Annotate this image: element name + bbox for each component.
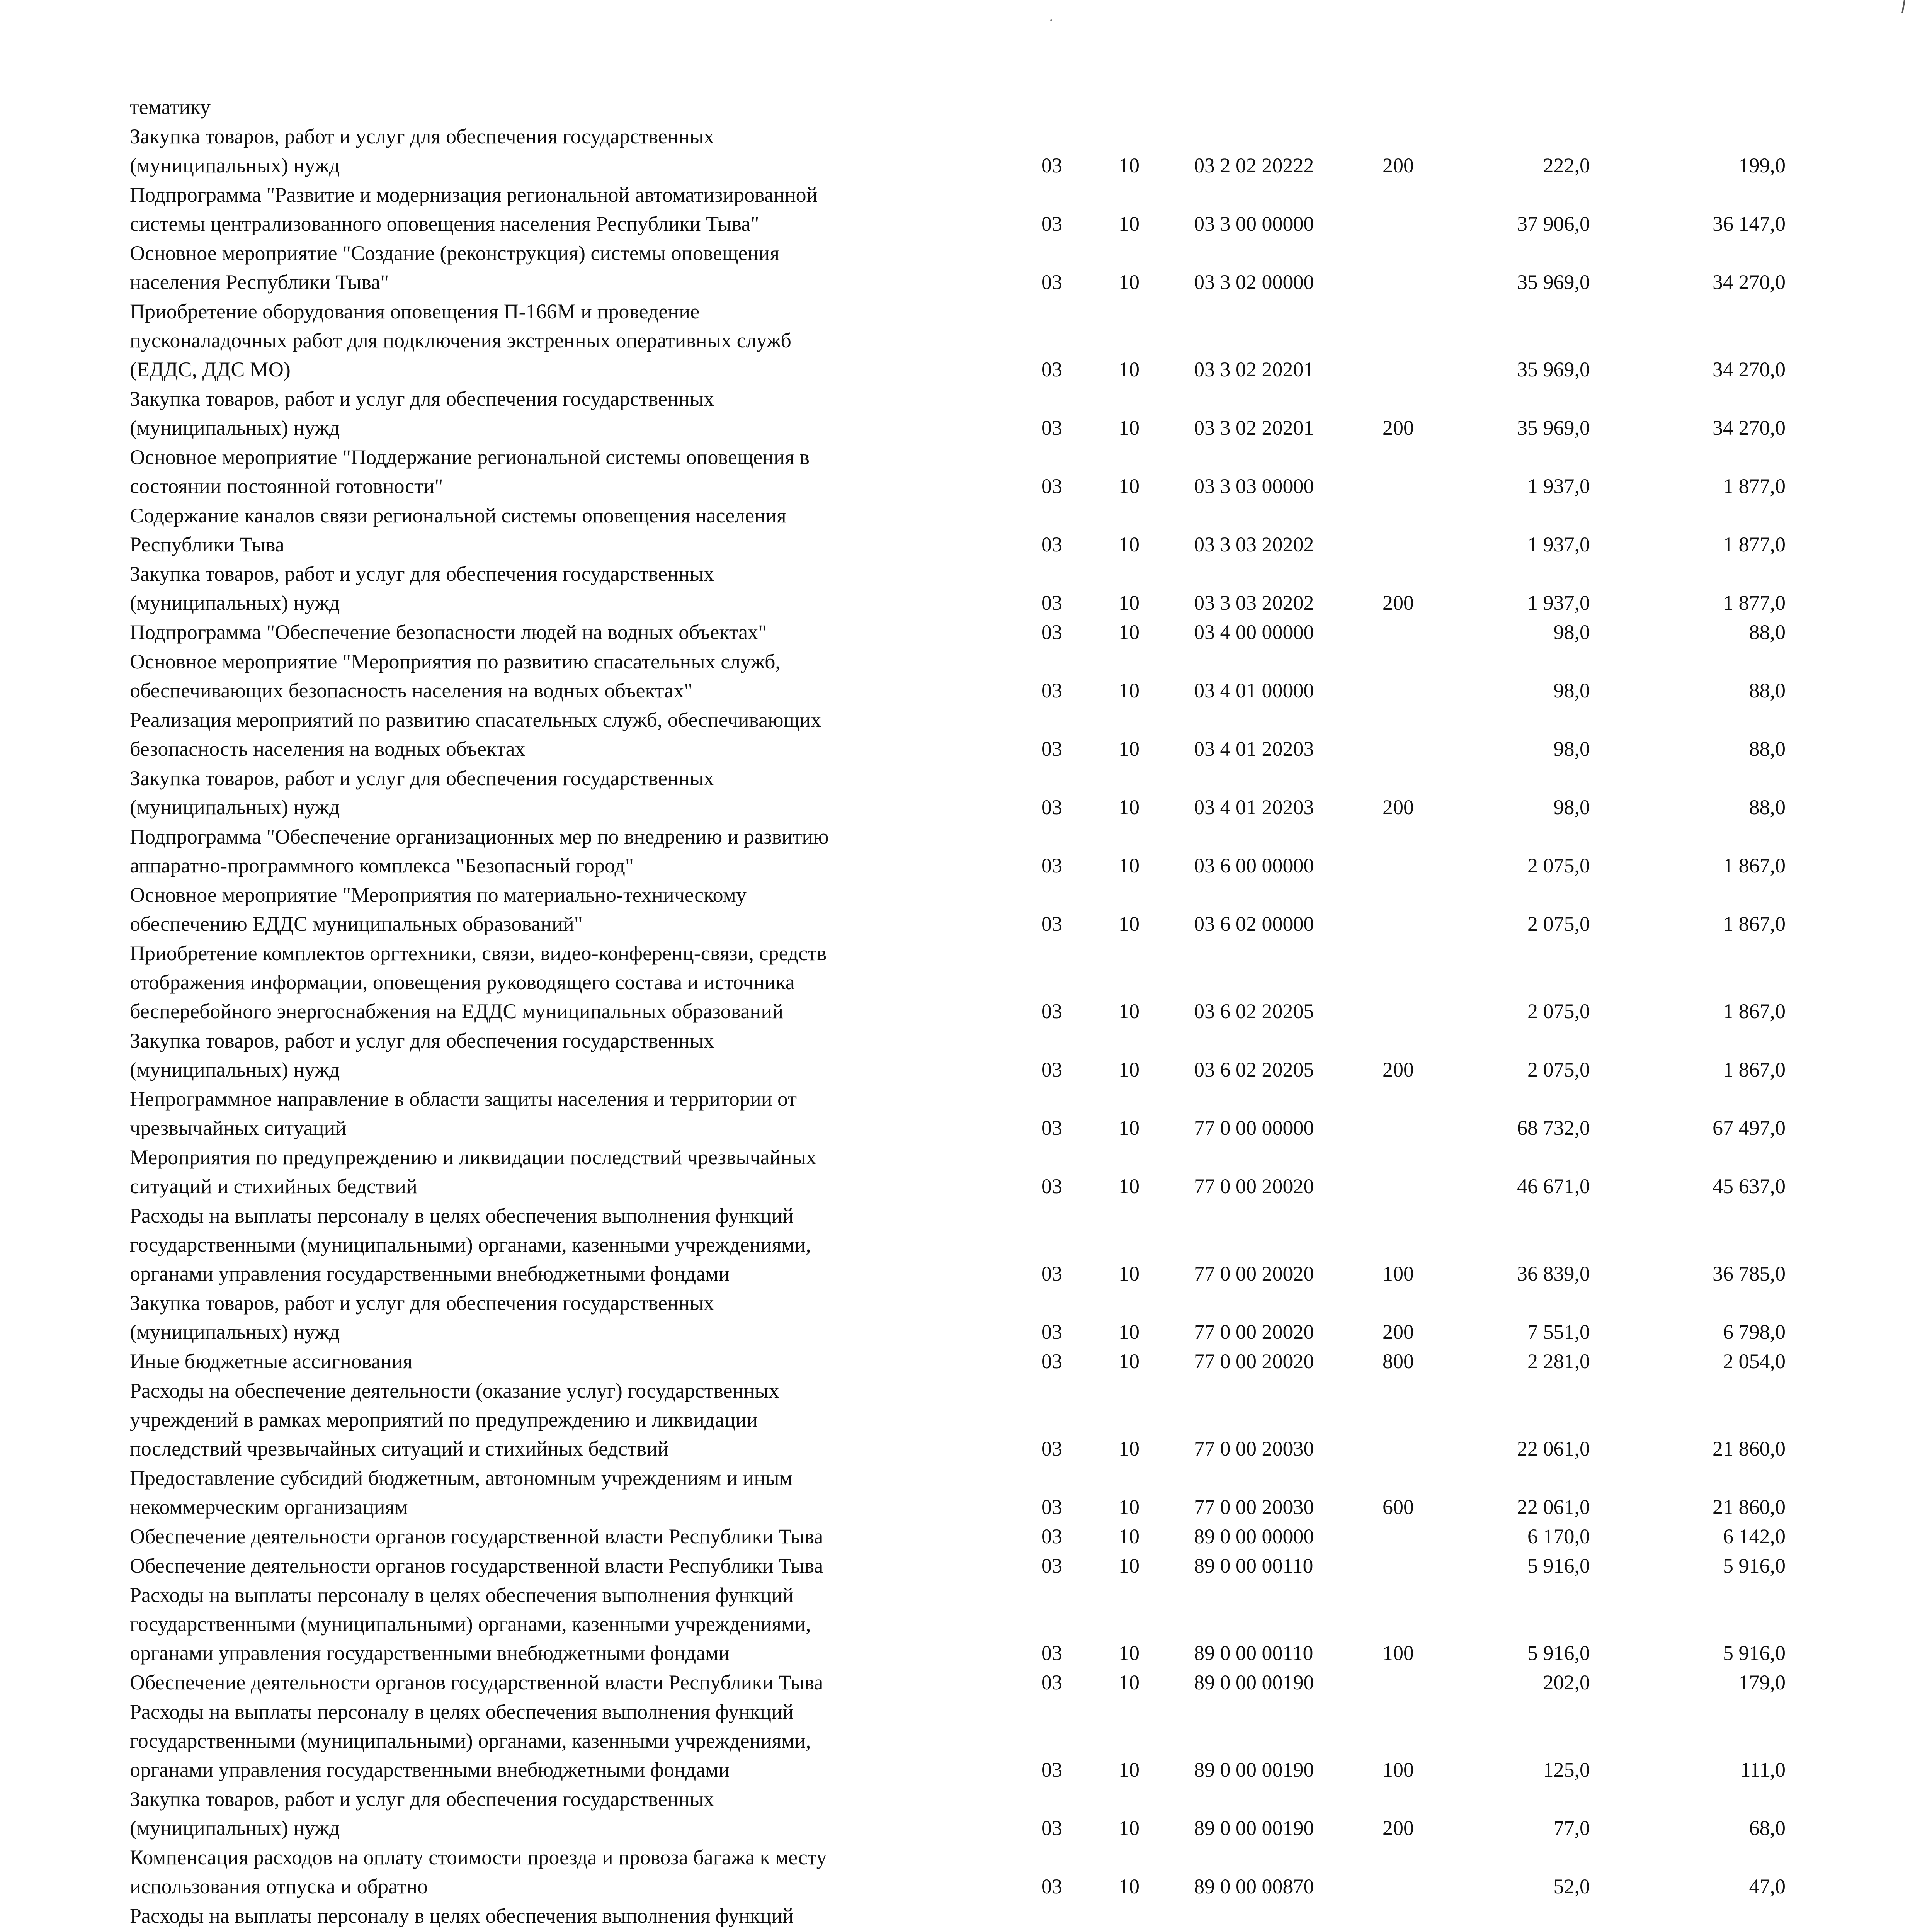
row-name xyxy=(130,1901,811,1932)
amount-actual: 2 054,0 xyxy=(1723,1350,1786,1373)
subsection-code: 10 xyxy=(1119,1671,1139,1694)
table-row xyxy=(0,1697,1915,1784)
table-row xyxy=(0,706,1915,764)
table-row xyxy=(0,1901,1915,1932)
table-row xyxy=(0,1581,1915,1668)
target-article: 03 2 02 20222 xyxy=(1194,154,1314,177)
row-name-line: Расходы на выплаты персоналу в целях обеспечения выполнения функций xyxy=(130,1204,794,1227)
amount-actual: 47,0 xyxy=(1749,1875,1786,1898)
subsection-code: 10 xyxy=(1119,737,1139,760)
subsection-code: 10 xyxy=(1119,679,1139,702)
row-name-line: государственными (муниципальными) органами, казенными учреждениями, xyxy=(130,1612,811,1636)
row-name xyxy=(130,1697,811,1784)
subsection-code: 10 xyxy=(1119,854,1139,877)
row-name-line: Приобретение комплектов оргтехники, связи, видео-конференц-связи, средств xyxy=(130,942,827,965)
target-article: 03 6 02 20205 xyxy=(1194,1058,1314,1081)
subsection-code: 10 xyxy=(1119,1525,1139,1548)
row-name-line: Подпрограмма "Развитие и модернизация региональной автоматизированной xyxy=(130,183,818,206)
row-name xyxy=(130,1551,823,1580)
target-article: 77 0 00 20020 xyxy=(1194,1350,1314,1373)
table-row xyxy=(0,1551,1915,1580)
subsection-code: 10 xyxy=(1119,154,1139,177)
target-article: 89 0 00 00190 xyxy=(1194,1671,1314,1694)
table-row xyxy=(0,239,1915,297)
row-name xyxy=(130,1843,827,1901)
row-name xyxy=(130,1581,811,1668)
amount-plan: 46 671,0 xyxy=(1517,1175,1590,1198)
amount-plan: 98,0 xyxy=(1553,679,1590,702)
subsection-code: 10 xyxy=(1119,358,1139,381)
section-code: 03 xyxy=(1041,1671,1062,1694)
row-name xyxy=(130,1289,714,1347)
section-code: 03 xyxy=(1041,533,1062,556)
row-name xyxy=(130,239,779,297)
subsection-code: 10 xyxy=(1119,1437,1139,1460)
expense-type: 200 xyxy=(1383,1058,1414,1081)
row-name xyxy=(130,1464,793,1522)
table-row xyxy=(0,180,1915,238)
section-code: 03 xyxy=(1041,270,1062,294)
row-name-line: Обеспечение деятельности органов государственной власти Республики Тыва xyxy=(130,1554,823,1577)
amount-plan: 35 969,0 xyxy=(1517,416,1590,439)
target-article: 77 0 00 20020 xyxy=(1194,1175,1314,1198)
table-row xyxy=(0,443,1915,501)
row-name-line: Расходы на выплаты персоналу в целях обеспечения выполнения функций xyxy=(130,1904,794,1927)
row-name xyxy=(130,384,714,442)
amount-plan: 2 281,0 xyxy=(1527,1350,1590,1373)
expense-type: 200 xyxy=(1383,796,1414,819)
subsection-code: 10 xyxy=(1119,533,1139,556)
row-name-line: бесперебойного энергоснабжения на ЕДДС муниципальных образований xyxy=(130,1000,784,1023)
target-article: 03 6 00 00000 xyxy=(1194,854,1314,877)
row-name xyxy=(130,618,767,647)
target-article: 89 0 00 00190 xyxy=(1194,1758,1314,1781)
amount-plan: 22 061,0 xyxy=(1517,1437,1590,1460)
table-row xyxy=(0,1201,1915,1288)
row-name xyxy=(130,93,211,122)
table-row xyxy=(0,1843,1915,1901)
target-article: 03 3 02 20201 xyxy=(1194,358,1314,381)
row-name-line: (ЕДДС, ДДС МО) xyxy=(130,358,291,381)
row-name-line: (муниципальных) нужд xyxy=(130,416,340,439)
amount-actual: 1 877,0 xyxy=(1723,591,1786,614)
row-name-line: Закупка товаров, работ и услуг для обеспечения государственных xyxy=(130,767,714,790)
row-name-line: Приобретение оборудования оповещения П-166М и проведение xyxy=(130,300,700,323)
section-code: 03 xyxy=(1041,1495,1062,1519)
amount-plan: 36 839,0 xyxy=(1517,1262,1590,1285)
amount-plan: 202,0 xyxy=(1543,1671,1590,1694)
row-name-line: состоянии постоянной готовности" xyxy=(130,474,443,498)
expense-type: 100 xyxy=(1383,1262,1414,1285)
row-name-line: обеспечению ЕДДС муниципальных образований" xyxy=(130,912,583,935)
row-name-line: Предоставление субсидий бюджетным, автономным учреждениям и иным xyxy=(130,1466,793,1490)
target-article: 77 0 00 20020 xyxy=(1194,1320,1314,1344)
row-name-line: Обеспечение деятельности органов государственной власти Республики Тыва xyxy=(130,1525,823,1548)
table-row xyxy=(0,122,1915,180)
table-row xyxy=(0,618,1915,647)
amount-actual: 1 867,0 xyxy=(1723,912,1786,935)
row-name-line: системы централизованного оповещения населения Республики Тыва" xyxy=(130,212,759,235)
expense-type: 800 xyxy=(1383,1350,1414,1373)
scan-dot xyxy=(1050,19,1052,21)
row-name-line: (муниципальных) нужд xyxy=(130,1058,340,1081)
subsection-code: 10 xyxy=(1119,1175,1139,1198)
target-article: 03 3 03 20202 xyxy=(1194,591,1314,614)
section-code: 03 xyxy=(1041,212,1062,235)
subsection-code: 10 xyxy=(1119,1262,1139,1285)
amount-actual: 1 877,0 xyxy=(1723,474,1786,498)
table-row xyxy=(0,560,1915,617)
amount-actual: 67 497,0 xyxy=(1713,1116,1786,1139)
section-code: 03 xyxy=(1041,1175,1062,1198)
row-name xyxy=(130,1201,811,1288)
section-code: 03 xyxy=(1041,1437,1062,1460)
expense-type: 200 xyxy=(1383,1816,1414,1840)
section-code: 03 xyxy=(1041,854,1062,877)
table-row xyxy=(0,1289,1915,1347)
amount-actual: 1 877,0 xyxy=(1723,533,1786,556)
amount-plan: 22 061,0 xyxy=(1517,1495,1590,1519)
expense-type: 200 xyxy=(1383,154,1414,177)
table-row xyxy=(0,764,1915,822)
row-name-line: Основное мероприятие "Поддержание региональной системы оповещения в xyxy=(130,446,810,469)
subsection-code: 10 xyxy=(1119,1495,1139,1519)
amount-actual: 1 867,0 xyxy=(1723,854,1786,877)
row-name-line: использования отпуска и обратно xyxy=(130,1875,428,1898)
amount-actual: 199,0 xyxy=(1738,154,1786,177)
amount-actual: 21 860,0 xyxy=(1713,1495,1786,1519)
amount-actual: 36 147,0 xyxy=(1713,212,1786,235)
subsection-code: 10 xyxy=(1119,621,1139,644)
amount-actual: 1 867,0 xyxy=(1723,1000,1786,1023)
amount-actual: 45 637,0 xyxy=(1713,1175,1786,1198)
row-name-line: государственными (муниципальными) органами, казенными учреждениями, xyxy=(130,1233,811,1256)
row-name xyxy=(130,180,818,238)
amount-plan: 98,0 xyxy=(1553,737,1590,760)
section-code: 03 xyxy=(1041,679,1062,702)
row-name-line: государственными (муниципальными) органами, казенными учреждениями, xyxy=(130,1729,811,1752)
target-article: 89 0 00 00870 xyxy=(1194,1875,1314,1898)
row-name xyxy=(130,1347,412,1376)
row-name-line: последствий чрезвычайных ситуаций и стихийных бедствий xyxy=(130,1437,669,1460)
subsection-code: 10 xyxy=(1119,1816,1139,1840)
row-name xyxy=(130,443,810,501)
subsection-code: 10 xyxy=(1119,591,1139,614)
amount-actual: 1 867,0 xyxy=(1723,1058,1786,1081)
amount-actual: 6 142,0 xyxy=(1723,1525,1786,1548)
row-name-line: некоммерческим организациям xyxy=(130,1495,408,1519)
table-row xyxy=(0,1376,1915,1463)
subsection-code: 10 xyxy=(1119,796,1139,819)
target-article: 03 4 00 00000 xyxy=(1194,621,1314,644)
expense-type: 100 xyxy=(1383,1641,1414,1665)
table-row xyxy=(0,1522,1915,1551)
row-name xyxy=(130,764,714,822)
row-name xyxy=(130,501,786,559)
table-row xyxy=(0,384,1915,442)
amount-plan: 1 937,0 xyxy=(1527,591,1590,614)
row-name-line: Расходы на выплаты персоналу в целях обеспечения выполнения функций xyxy=(130,1700,794,1723)
row-name-line: Закупка товаров, работ и услуг для обеспечения государственных xyxy=(130,387,714,410)
expense-type: 200 xyxy=(1383,416,1414,439)
row-name-line: Компенсация расходов на оплату стоимости проезда и провоза багажа к месту xyxy=(130,1846,827,1869)
amount-plan: 5 916,0 xyxy=(1527,1641,1590,1665)
amount-plan: 2 075,0 xyxy=(1527,1058,1590,1081)
amount-plan: 2 075,0 xyxy=(1527,912,1590,935)
expense-type: 200 xyxy=(1383,591,1414,614)
target-article: 77 0 00 00000 xyxy=(1194,1116,1314,1139)
section-code: 03 xyxy=(1041,474,1062,498)
table-row xyxy=(0,1347,1915,1376)
amount-actual: 179,0 xyxy=(1738,1671,1786,1694)
section-code: 03 xyxy=(1041,1350,1062,1373)
section-code: 03 xyxy=(1041,1641,1062,1665)
subsection-code: 10 xyxy=(1119,270,1139,294)
section-code: 03 xyxy=(1041,796,1062,819)
expense-type: 600 xyxy=(1383,1495,1414,1519)
section-code: 03 xyxy=(1041,1000,1062,1023)
subsection-code: 10 xyxy=(1119,474,1139,498)
amount-actual: 88,0 xyxy=(1749,796,1786,819)
row-name-line: Подпрограмма "Обеспечение безопасности людей на водных объектах" xyxy=(130,621,767,644)
target-article: 03 3 02 20201 xyxy=(1194,416,1314,439)
table-row xyxy=(0,1085,1915,1143)
row-name-line: Республики Тыва xyxy=(130,533,284,556)
subsection-code: 10 xyxy=(1119,416,1139,439)
amount-plan: 125,0 xyxy=(1543,1758,1590,1781)
row-name xyxy=(130,1668,823,1697)
section-code: 03 xyxy=(1041,1320,1062,1344)
section-code: 03 xyxy=(1041,737,1062,760)
row-name-line: Обеспечение деятельности органов государственной власти Республики Тыва xyxy=(130,1671,823,1694)
subsection-code: 10 xyxy=(1119,912,1139,935)
section-code: 03 xyxy=(1041,1116,1062,1139)
row-name-line: пусконаладочных работ для подключения экстренных оперативных служб xyxy=(130,329,791,352)
target-article: 77 0 00 20030 xyxy=(1194,1437,1314,1460)
row-name xyxy=(130,881,747,939)
section-code: 03 xyxy=(1041,416,1062,439)
subsection-code: 10 xyxy=(1119,1758,1139,1781)
subsection-code: 10 xyxy=(1119,212,1139,235)
amount-actual: 68,0 xyxy=(1749,1816,1786,1840)
table-row xyxy=(0,822,1915,880)
row-name-line: Содержание каналов связи региональной системы оповещения населения xyxy=(130,504,786,527)
target-article: 03 3 03 20202 xyxy=(1194,533,1314,556)
amount-actual: 34 270,0 xyxy=(1713,270,1786,294)
amount-plan: 35 969,0 xyxy=(1517,270,1590,294)
row-name xyxy=(130,1085,797,1143)
row-name xyxy=(130,1376,779,1463)
row-name xyxy=(130,706,821,764)
target-article: 77 0 00 20020 xyxy=(1194,1262,1314,1285)
target-article: 03 3 00 00000 xyxy=(1194,212,1314,235)
amount-actual: 21 860,0 xyxy=(1713,1437,1786,1460)
row-name-line: органами управления государственными внебюджетными фондами xyxy=(130,1641,730,1665)
row-name-line: Закупка товаров, работ и услуг для обеспечения государственных xyxy=(130,1787,714,1811)
amount-plan: 1 937,0 xyxy=(1527,533,1590,556)
amount-plan: 52,0 xyxy=(1553,1875,1590,1898)
target-article: 03 3 02 00000 xyxy=(1194,270,1314,294)
row-name-line: ситуаций и стихийных бедствий xyxy=(130,1175,417,1198)
table-row xyxy=(0,1668,1915,1697)
amount-actual: 36 785,0 xyxy=(1713,1262,1786,1285)
table-row xyxy=(0,1143,1915,1201)
table-row xyxy=(0,1785,1915,1843)
row-name-line: (муниципальных) нужд xyxy=(130,154,340,177)
section-code: 03 xyxy=(1041,621,1062,644)
table-row xyxy=(0,1026,1915,1084)
amount-plan: 2 075,0 xyxy=(1527,854,1590,877)
row-name-line: Закупка товаров, работ и услуг для обеспечения государственных xyxy=(130,562,714,585)
target-article: 89 0 00 00000 xyxy=(1194,1525,1314,1548)
row-name-line: Иные бюджетные ассигнования xyxy=(130,1350,413,1373)
row-name-line: Расходы на выплаты персоналу в целях обеспечения выполнения функций xyxy=(130,1583,794,1607)
amount-actual: 88,0 xyxy=(1749,737,1786,760)
row-name-line: Мероприятия по предупреждению и ликвидации последствий чрезвычайных xyxy=(130,1146,816,1169)
row-name-line: Закупка товаров, работ и услуг для обеспечения государственных xyxy=(130,125,714,148)
section-code: 03 xyxy=(1041,1875,1062,1898)
section-code: 03 xyxy=(1041,1262,1062,1285)
table-row xyxy=(0,297,1915,384)
row-name xyxy=(130,297,791,384)
amount-plan: 5 916,0 xyxy=(1527,1554,1590,1577)
subsection-code: 10 xyxy=(1119,1875,1139,1898)
row-name-line: учреждений в рамках мероприятий по предупреждению и ликвидации xyxy=(130,1408,758,1431)
row-name-line: отображения информации, оповещения руководящего состава и источника xyxy=(130,971,795,994)
section-code: 03 xyxy=(1041,591,1062,614)
table-row xyxy=(0,93,1915,122)
row-name xyxy=(130,647,781,705)
amount-plan: 35 969,0 xyxy=(1517,358,1590,381)
table-row xyxy=(0,881,1915,939)
amount-plan: 1 937,0 xyxy=(1527,474,1590,498)
target-article: 89 0 00 00110 xyxy=(1194,1641,1313,1665)
row-name-line: Основное мероприятие "Создание (реконструкция) системы оповещения xyxy=(130,242,780,265)
row-name-line: Основное мероприятие "Мероприятия по развитию спасательных служб, xyxy=(130,650,781,673)
row-name xyxy=(130,1026,714,1084)
row-name-line: Расходы на обеспечение деятельности (оказание услуг) государственных xyxy=(130,1379,779,1402)
scan-edge-mark xyxy=(1901,0,1905,13)
row-name-line: Реализация мероприятий по развитию спасательных служб, обеспечивающих xyxy=(130,708,821,731)
target-article: 89 0 00 00190 xyxy=(1194,1816,1314,1840)
subsection-code: 10 xyxy=(1119,1320,1139,1344)
amount-actual: 34 270,0 xyxy=(1713,416,1786,439)
row-name xyxy=(130,1785,714,1843)
amount-plan: 6 170,0 xyxy=(1527,1525,1590,1548)
expense-type: 100 xyxy=(1383,1758,1414,1781)
amount-plan: 222,0 xyxy=(1543,154,1590,177)
row-name-line: (муниципальных) нужд xyxy=(130,1320,340,1344)
target-article: 03 4 01 00000 xyxy=(1194,679,1314,702)
section-code: 03 xyxy=(1041,1554,1062,1577)
amount-actual: 5 916,0 xyxy=(1723,1554,1786,1577)
target-article: 89 0 00 00110 xyxy=(1194,1554,1313,1577)
amount-plan: 68 732,0 xyxy=(1517,1116,1590,1139)
amount-plan: 2 075,0 xyxy=(1527,1000,1590,1023)
row-name-line: Закупка товаров, работ и услуг для обеспечения государственных xyxy=(130,1291,714,1315)
amount-actual: 34 270,0 xyxy=(1713,358,1786,381)
subsection-code: 10 xyxy=(1119,1350,1139,1373)
subsection-code: 10 xyxy=(1119,1116,1139,1139)
table-row xyxy=(0,501,1915,559)
row-name-line: обеспечивающих безопасность населения на водных объектах" xyxy=(130,679,693,702)
row-name-line: (муниципальных) нужд xyxy=(130,796,340,819)
amount-plan: 98,0 xyxy=(1553,621,1590,644)
amount-actual: 88,0 xyxy=(1749,621,1786,644)
row-name-line xyxy=(130,1930,811,1932)
row-name-line: тематику xyxy=(130,95,211,119)
amount-plan: 37 906,0 xyxy=(1517,212,1590,235)
section-code: 03 xyxy=(1041,358,1062,381)
amount-actual: 88,0 xyxy=(1749,679,1786,702)
row-name-line: чрезвычайных ситуаций xyxy=(130,1116,347,1139)
row-name-line: (муниципальных) нужд xyxy=(130,591,340,614)
target-article: 03 6 02 00000 xyxy=(1194,912,1314,935)
amount-plan: 77,0 xyxy=(1553,1816,1590,1840)
row-name-line: Непрограммное направление в области защиты населения и территории от xyxy=(130,1087,797,1111)
section-code: 03 xyxy=(1041,1525,1062,1548)
row-name-line: органами управления государственными внебюджетными фондами xyxy=(130,1262,730,1285)
table-row xyxy=(0,939,1915,1026)
amount-actual: 111,0 xyxy=(1740,1758,1786,1781)
row-name xyxy=(130,1143,816,1201)
row-name-line: (муниципальных) нужд xyxy=(130,1816,340,1840)
section-code: 03 xyxy=(1041,1058,1062,1081)
section-code: 03 xyxy=(1041,1758,1062,1781)
row-name-line: аппаратно-программного комплекса "Безопасный город" xyxy=(130,854,634,877)
subsection-code: 10 xyxy=(1119,1000,1139,1023)
expense-type: 200 xyxy=(1383,1320,1414,1344)
table-row xyxy=(0,647,1915,705)
row-name-line: Подпрограмма "Обеспечение организационных мер по внедрению и развитию xyxy=(130,825,829,848)
target-article: 03 6 02 20205 xyxy=(1194,1000,1314,1023)
subsection-code: 10 xyxy=(1119,1058,1139,1081)
target-article: 77 0 00 20030 xyxy=(1194,1495,1314,1519)
amount-actual: 6 798,0 xyxy=(1723,1320,1786,1344)
target-article: 03 4 01 20203 xyxy=(1194,796,1314,819)
target-article: 03 4 01 20203 xyxy=(1194,737,1314,760)
row-name xyxy=(130,560,714,617)
section-code: 03 xyxy=(1041,154,1062,177)
amount-actual: 5 916,0 xyxy=(1723,1641,1786,1665)
row-name-line: населения Республики Тыва" xyxy=(130,270,389,294)
row-name xyxy=(130,939,827,1026)
row-name xyxy=(130,122,714,180)
subsection-code: 10 xyxy=(1119,1554,1139,1577)
row-name-line: Закупка товаров, работ и услуг для обеспечения государственных xyxy=(130,1029,714,1052)
row-name xyxy=(130,1522,823,1551)
amount-plan: 98,0 xyxy=(1553,796,1590,819)
row-name xyxy=(130,822,829,880)
amount-plan: 7 551,0 xyxy=(1527,1320,1590,1344)
row-name-line: безопасность населения на водных объектах xyxy=(130,737,526,760)
subsection-code: 10 xyxy=(1119,1641,1139,1665)
row-name-line: органами управления государственными внебюджетными фондами xyxy=(130,1758,730,1781)
table-row xyxy=(0,1464,1915,1522)
target-article: 03 3 03 00000 xyxy=(1194,474,1314,498)
section-code: 03 xyxy=(1041,912,1062,935)
row-name-line: Основное мероприятие "Мероприятия по материально-техническому xyxy=(130,883,747,906)
section-code: 03 xyxy=(1041,1816,1062,1840)
